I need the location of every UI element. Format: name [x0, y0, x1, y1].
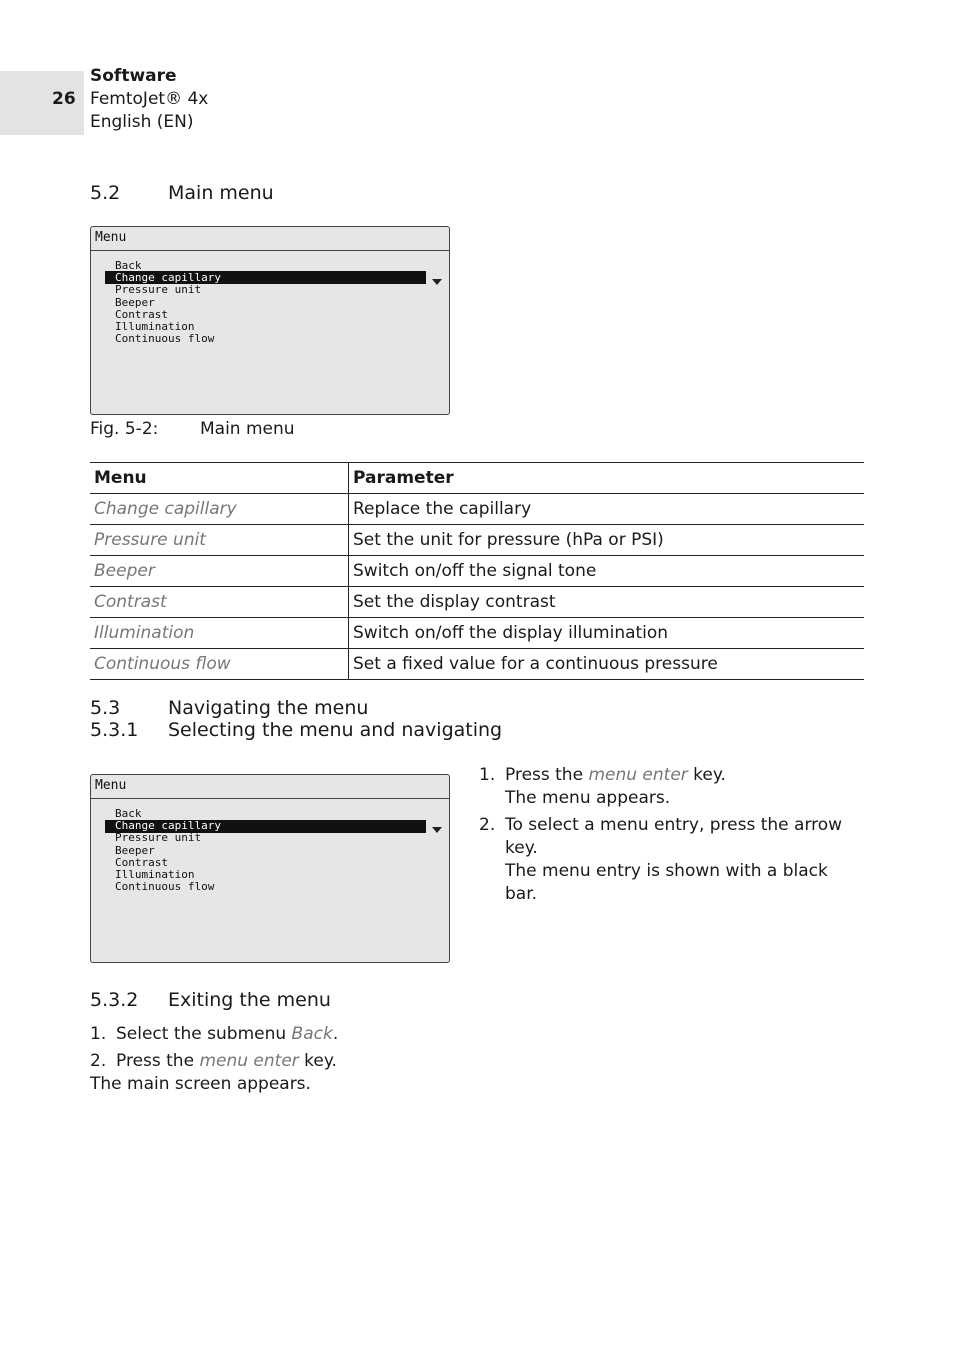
column-header-parameter: Parameter [349, 463, 865, 494]
menu-parameter-table [90, 462, 864, 680]
lcd-menu-item: Back [115, 259, 142, 272]
menu-cell: Pressure unit [90, 525, 349, 556]
heading-title: Navigating the menu [168, 697, 369, 719]
lcd-menu-item-selected: Change capillary [115, 271, 221, 285]
step-text: Press the [505, 765, 589, 785]
table-row [90, 649, 864, 680]
lcd-menu-list [115, 808, 221, 893]
lcd-menu-item-selected: Change capillary [115, 819, 221, 833]
menu-cell: Illumination [90, 618, 349, 649]
menu-cell: Change capillary [90, 494, 349, 525]
parameter-cell: Switch on/off the signal tone [349, 556, 865, 587]
scroll-down-arrow-icon [432, 279, 442, 285]
step-text: Select the submenu [116, 1024, 292, 1044]
column-header-menu: Menu [90, 463, 349, 494]
table-row [90, 556, 864, 587]
table-row [90, 494, 864, 525]
step-result: The main screen appears. [90, 1074, 311, 1094]
header-product: FemtoJet® 4x [90, 89, 209, 109]
lcd-menu-item: Illumination [115, 867, 195, 881]
step-2 [90, 1050, 590, 1073]
lcd-title: Menu [95, 230, 127, 245]
table-row [90, 618, 864, 649]
heading-number: 5.3.1 [90, 719, 139, 741]
page-number: 26 [52, 89, 76, 109]
heading-title: Main menu [168, 182, 274, 204]
heading-number: 5.3.2 [90, 989, 139, 1011]
lcd-screen-main-menu [90, 226, 450, 415]
heading-number: 5.3 [90, 697, 121, 719]
steps-navigating [479, 764, 864, 906]
figure-title: Main menu [200, 419, 295, 439]
header-section: Software [90, 66, 177, 86]
header-language: English (EN) [90, 112, 194, 132]
step-number: 1. [90, 1024, 107, 1044]
step-number: 2. [479, 815, 496, 835]
step-2 [479, 814, 864, 906]
heading-title: Exiting the menu [168, 989, 331, 1011]
lcd-menu-list [115, 260, 221, 345]
lcd-menu-item: Contrast [115, 307, 168, 321]
menu-cell: Continuous flow [90, 649, 349, 680]
step-number: 1. [479, 765, 496, 785]
lcd-divider [91, 250, 449, 251]
submenu-name: Back [291, 1024, 333, 1044]
lcd-menu-item: Illumination [115, 319, 195, 333]
scroll-down-arrow-icon [432, 827, 442, 833]
step-1 [479, 764, 864, 810]
menu-cell: Beeper [90, 556, 349, 587]
heading-5-3 [90, 697, 368, 719]
step-result: The menu appears. [505, 788, 671, 808]
step-text: key. [505, 838, 538, 858]
lcd-menu-item: Beeper [115, 843, 155, 857]
step-number: 2. [90, 1051, 107, 1071]
heading-title: Selecting the menu and navigating [168, 719, 503, 741]
step-text: . [332, 1024, 339, 1044]
step-text: key. [687, 765, 726, 785]
lcd-divider [91, 798, 449, 799]
step-1 [90, 1023, 590, 1046]
heading-5-3-1 [90, 719, 502, 741]
lcd-menu-item: Back [115, 807, 142, 820]
step-text: To select a menu entry, press the arrow [505, 815, 843, 835]
parameter-cell: Replace the capillary [349, 494, 865, 525]
heading-5-2 [90, 182, 274, 204]
lcd-menu-item: Continuous flow [115, 880, 215, 894]
lcd-title: Menu [95, 778, 127, 793]
figure-caption [90, 419, 295, 439]
key-name: menu enter [199, 1051, 299, 1071]
step-result: bar. [505, 884, 538, 904]
parameter-cell: Set the unit for pressure (hPa or PSI) [349, 525, 865, 556]
menu-cell: Contrast [90, 587, 349, 618]
figure-number: Fig. 5-2: [90, 419, 159, 439]
step-result: The menu entry is shown with a black [505, 861, 828, 881]
lcd-menu-item: Pressure unit [115, 283, 202, 297]
lcd-menu-item: Continuous flow [115, 332, 215, 346]
lcd-menu-item: Beeper [115, 295, 155, 309]
key-name: menu enter [588, 765, 688, 785]
heading-5-3-2 [90, 989, 331, 1011]
lcd-menu-item: Pressure unit [115, 831, 202, 845]
steps-exiting [90, 1023, 590, 1096]
lcd-screen-navigating [90, 774, 450, 963]
table-row [90, 525, 864, 556]
heading-number: 5.2 [90, 182, 121, 204]
parameter-cell: Set a fixed value for a continuous pressure [349, 649, 865, 680]
lcd-menu-item: Contrast [115, 855, 168, 869]
table-row [90, 587, 864, 618]
step-text: key. [298, 1051, 337, 1071]
parameter-cell: Switch on/off the display illumination [349, 618, 865, 649]
table-header-row [90, 463, 864, 494]
parameter-cell: Set the display contrast [349, 587, 865, 618]
step-text: Press the [116, 1051, 200, 1071]
